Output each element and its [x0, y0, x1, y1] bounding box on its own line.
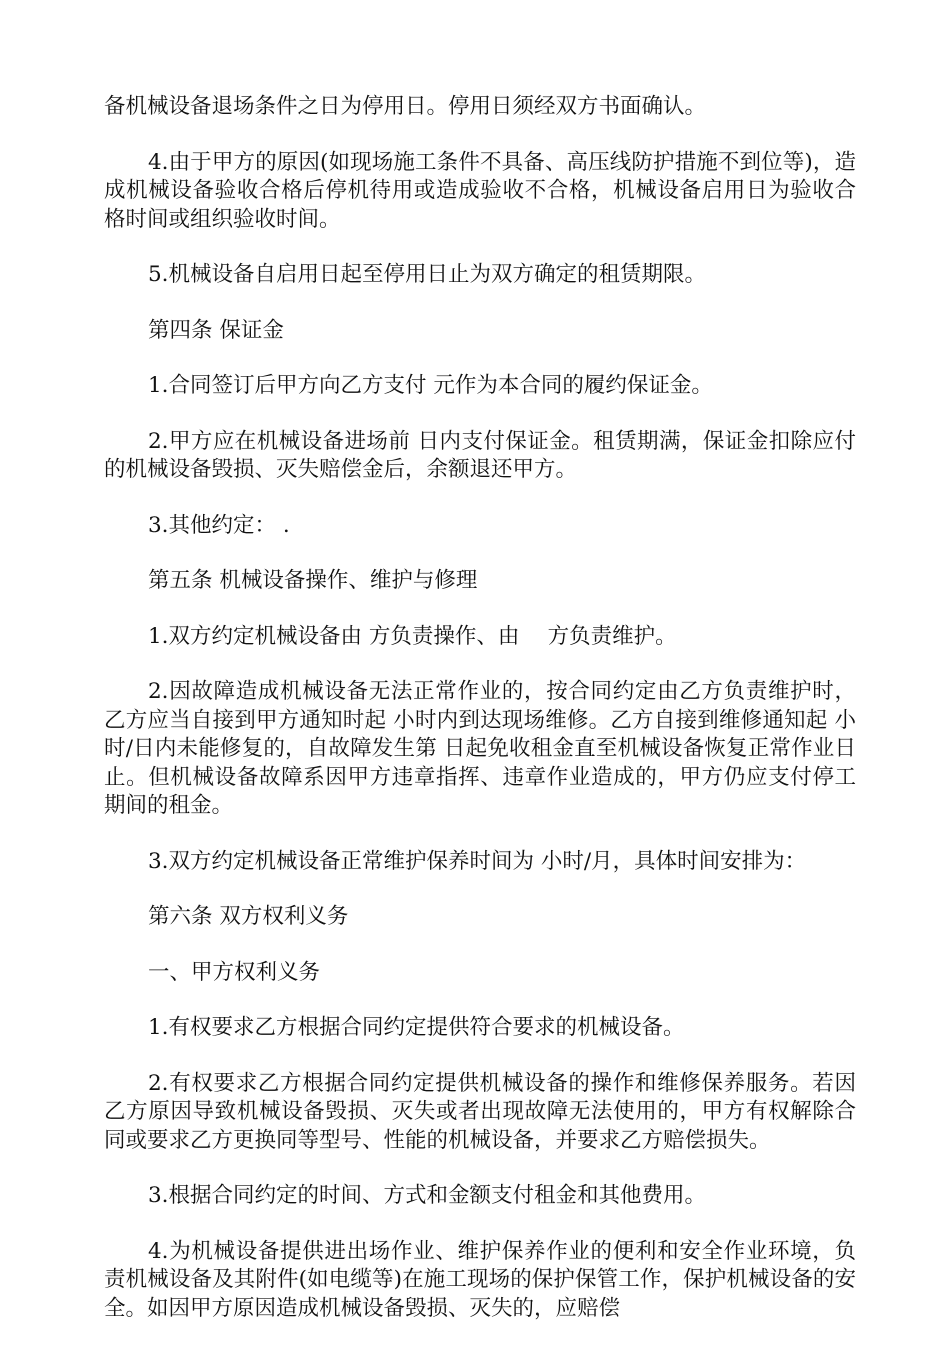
paragraph-item: 2.因故障造成机械设备无法正常作业的，按合同约定由乙方负责维护时，乙方应当自接到甲方通知时起 小时内到达现场维修。乙方自接到维修通知起 小时/日内未能修复的，自故障发生第 日起免收租金直至机械设备恢复正常作业日止。但机械设备故障系因甲方违章指挥、违章作业造成的，甲方仍应支付停工期间的租金。 — [104, 679, 856, 818]
paragraph-item: 2.甲方应在机械设备进场前 日内支付保证金。租赁期满，保证金扣除应付的机械设备毁损、灭失赔偿金后，余额退还甲方。 — [104, 428, 856, 482]
paragraph-item: 1.有权要求乙方根据合同约定提供符合要求的机械设备。 — [148, 1015, 685, 1040]
paragraph-item: 1.双方约定机械设备由 方负责操作、由 方负责维护。 — [148, 623, 677, 649]
paragraph-item: 3.其他约定： . — [148, 512, 290, 538]
paragraph-item: 3.根据合同约定的时间、方式和金额支付租金和其他费用。 — [148, 1183, 707, 1208]
document-body — [104, 93, 856, 1350]
section-heading: 第六条 双方权利义务 — [148, 904, 349, 929]
paragraph-item: 1.合同签订后甲方向乙方支付 元作为本合同的履约保证金。 — [148, 373, 713, 398]
section-heading: 第四条 保证金 — [148, 317, 284, 343]
paragraph-item: 2.有权要求乙方根据合同约定提供机械设备的操作和维修保养服务。若因乙方原因导致机械设备毁损、灭失或者出现故障无法使用的，甲方有权解除合同或要求乙方更换同等型号、性能的机械设备，并要求乙方赔偿损失。 — [104, 1070, 856, 1153]
paragraph-continuation: 备机械设备退场条件之日为停用日。停用日须经双方书面确认。 — [104, 94, 707, 119]
section-heading: 第五条 机械设备操作、维护与修理 — [148, 568, 478, 593]
paragraph-item: 4.为机械设备提供进出场作业、维护保养作业的便利和安全作业环境，负责机械设备及其附件(如电缆等)在施工现场的保护保管工作，保护机械设备的安全。如因甲方原因造成机械设备毁损、灭失的，应赔偿 — [104, 1238, 856, 1321]
paragraph-item: 3.双方约定机械设备正常维护保养时间为 小时/月，具体时间安排为： — [148, 848, 807, 874]
paragraph-item: 5.机械设备自启用日起至停用日止为双方确定的租赁期限。 — [148, 262, 707, 287]
subsection-heading: 一、甲方权利义务 — [148, 959, 321, 985]
paragraph-item: 4.由于甲方的原因(如现场施工条件不具备、高压线防护措施不到位等)，造成机械设备验收合格后停机待用或造成验收不合格，机械设备启用日为验收合格时间或组织验收时间。 — [104, 149, 856, 232]
